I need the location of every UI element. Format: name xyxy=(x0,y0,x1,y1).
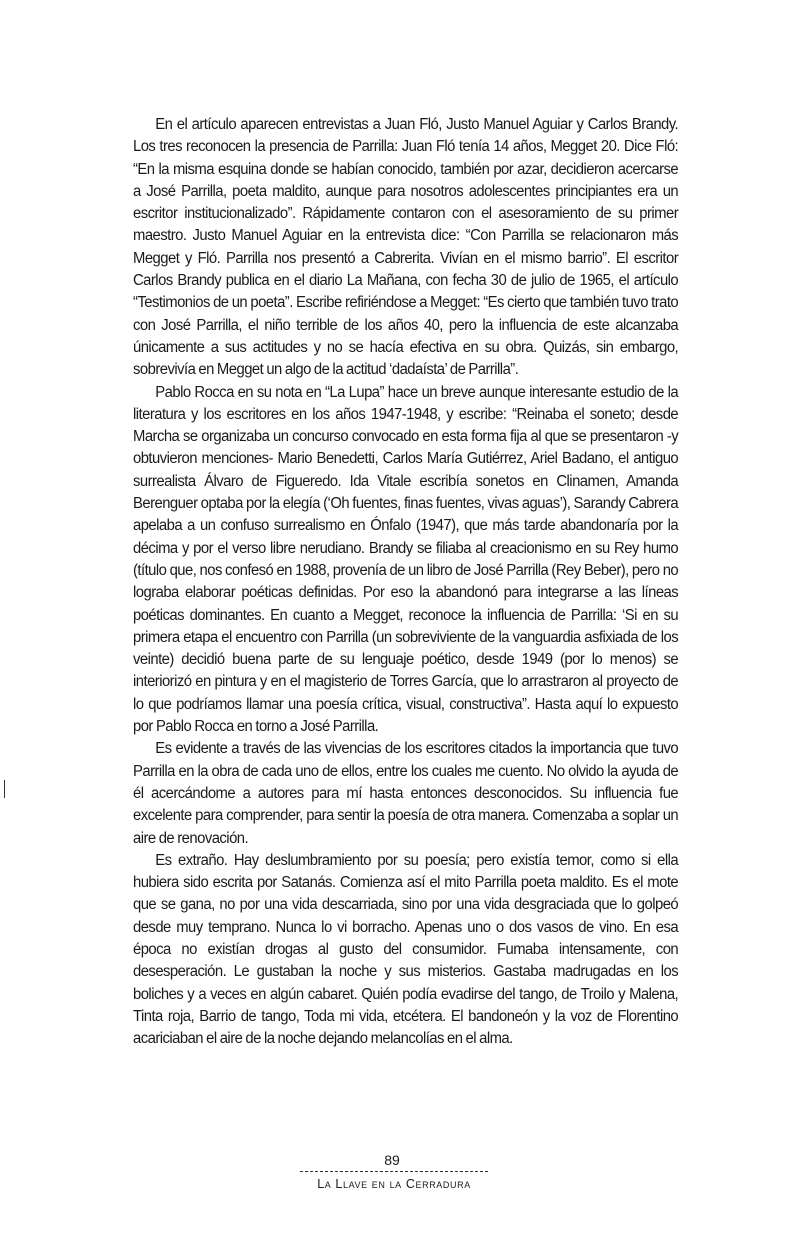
paragraph-3: Es evidente a través de las vivencias de los escritores citados la importancia que tuvo Parrilla en la obra de cada uno de ellos, entre los cuales me cuento. No olvido la ayuda de él acercándome a autores para mí hasta entonces desconocidos. Su influencia fue excelente para comprender, para sentir la poesía de otra manera. Comenzaba a soplar un aire de renovación. xyxy=(133,740,679,847)
body-text xyxy=(133,114,678,1050)
paragraph-4: Es extraño. Hay deslumbramiento por su poesía; pero existía temor, como si ella hubiera sido escrita por Satanás. Comienza así el mito Parrilla poeta maldito. Es el mote que se gana, no por una vida descarriada, sino por una vida desgraciada que lo golpeó desde muy temprano. Nunca lo vi borracho. Apenas uno o dos vasos de vino. En esa época no existían drogas al gusto del consumidor. Fumaba intensamente, con desesperación. Le gustaban la noche y sus misterios. Gastaba madrugadas en los boliches y a veces en algún cabaret. Quién podía evadirse del tango, de Troilo y Malena, Tinta roja, Barrio de tango, Toda mi vida, etcétera. El bandoneón y la voz de Florentino acariciaban el aire de la noche dejando melancolías en el alma. xyxy=(133,851,679,1048)
running-footer-title: La Llave en la Cerradura xyxy=(317,1177,471,1191)
footer-rule xyxy=(300,1171,488,1172)
margin-mark xyxy=(4,780,5,798)
paragraph-2: Pablo Rocca en su nota en “La Lupa” hace un breve aunque interesante estudio de la literatura y los escritores en los años 1947-1948, y escribe: “Reinaba el soneto; desde Marcha se organizaba un concurso convocado en esta forma fija al que se presentaron -y obtuvieron menciones- Mario Benedetti, Carlos María Gutiérrez, Ariel Badano, el antiguo surrealista Álvaro de Figueredo. Ida Vitale escribía sonetos en Clinamen, Amanda Berenguer optaba por la elegía (‘Oh fuentes, finas fuentes, vivas aguas’), Sarandy Cabrera apelaba a un confuso surrealismo en Ónfalo (1947), que más tarde abandonaría por la décima y por el verso libre nerudiano. Brandy se filiaba al creacionismo en su Rey humo (título que, nos confesó en 1988, provenía de un libro de José Parrilla (Rey Beber), pero no lograba elaborar poéticas definidas. Por eso la abandonó para integrarse a las líneas poéticas dominantes. En cuanto a Megget, reconoce la influencia de Parrilla: ‘Si en su primera etapa el encuentro con Parrilla (un sobreviviente de la vanguardia asfixiada de los veinte) decidió buena parte de su lenguaje poético, desde 1949 (por lo menos) se interiorizó en pintura y en el magisterio de Torres García, que lo arrastraron al proyecto de lo que podríamos llamar una poesía crítica, visual, constructiva”. Hasta aquí lo expuesto por Pablo Rocca en torno a José Parrilla. xyxy=(133,383,679,736)
paragraph-1: En el artículo aparecen entrevistas a Juan Fló, Justo Manuel Aguiar y Carlos Brandy. Los tres reconocen la presencia de Parrilla: Juan Fló tenía 14 años, Megget 20. Dice Fló: “En la misma esquina donde se habían conocido, también por azar, decidieron acercarse a José Parrilla, poeta maldito, aunque para nosotros adolescentes principiantes era un escritor institucionalizado”. Rápidamente contaron con el asesoramiento de su primer maestro. Justo Manuel Aguiar en la entrevista dice: “Con Parrilla se relacionaron más Megget y Fló. Parrilla nos presentó a Cabrerita. Vivían en el mismo barrio”. El escritor Carlos Brandy publica en el diario La Mañana, con fecha 30 de julio de 1965, el artículo “Testimonios de un poeta”. Escribe refiriéndose a Megget: “Es cierto que también tuvo trato con José Parrilla, el niño terrible de los años 40, pero la influencia de este alcanzaba únicamente a sus actitudes y no se hacía efectiva en su obra. Quizás, sin embargo, sobrevivía en Megget un algo de la actitud ‘dadaísta’ de Parrilla”. xyxy=(133,116,679,379)
page-number: 89 xyxy=(384,1152,400,1168)
